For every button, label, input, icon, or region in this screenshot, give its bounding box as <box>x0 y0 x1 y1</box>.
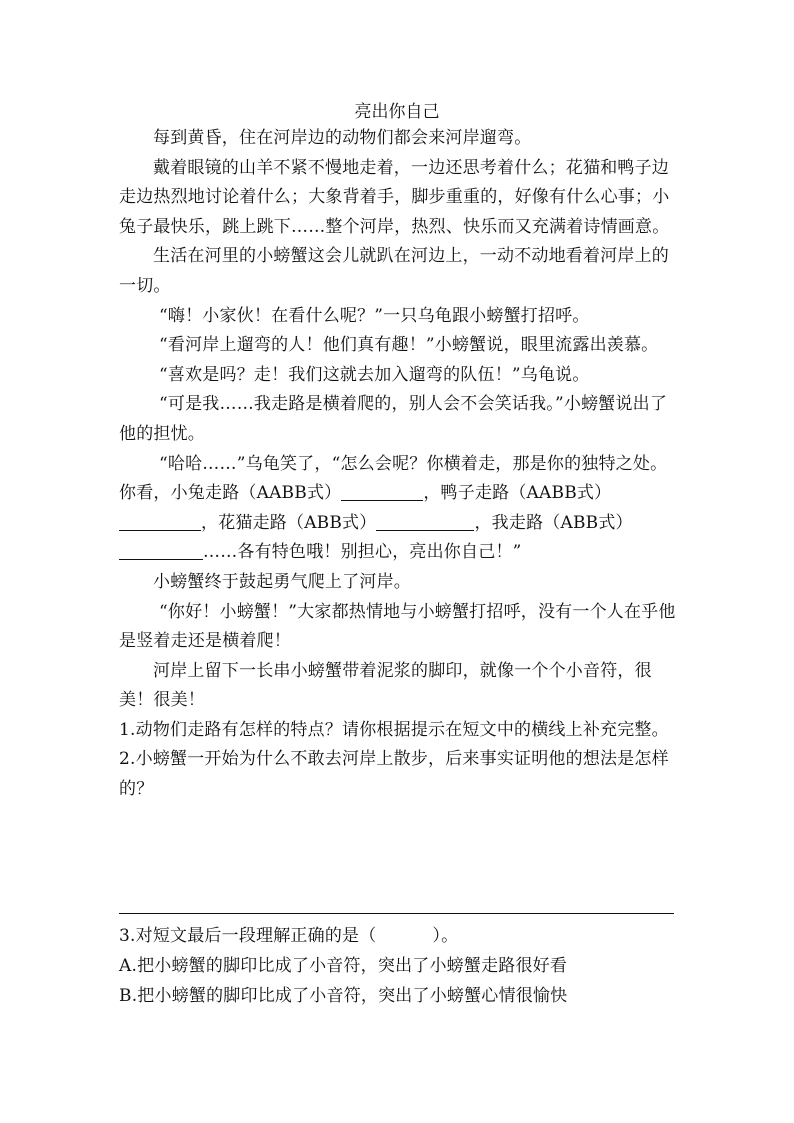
paragraph-8-part-e: ……各有特色哦！别担心，亮出你自己！” <box>203 542 522 563</box>
blank-rabbit[interactable] <box>341 482 423 501</box>
option-b[interactable]: B.把小螃蟹的脚印比成了小音符，突出了小螃蟹心情很愉快 <box>119 986 568 1006</box>
paragraph-8-part-c: ，花猫走路（ABB式） <box>201 512 377 533</box>
paragraph-6: “喜欢是吗？走！我们这就去加入遛弯的队伍！”乌龟说。 <box>159 364 590 385</box>
paragraph-11: 河岸上留下一长串小螃蟹带着泥浆的脚印，就像一个个小音符，很美！很美！ <box>119 660 652 711</box>
paragraph-8 <box>119 450 679 568</box>
answer-line-q2[interactable] <box>119 913 674 914</box>
paragraph-3: 生活在河里的小螃蟹这会儿就趴在河边上，一动不动地看着河岸上的一切。 <box>119 246 669 296</box>
paragraph-1: 每到黄昏，住在河岸边的动物们都会来河岸遛弯。 <box>153 128 532 148</box>
paragraph-8-part-a: “哈哈……”乌龟笑了，“怎么会呢？你横着走，那是你的独特之处。你看，小兔走路（AABB式） <box>119 453 668 504</box>
question-3-stem: 3.对短文最后一段理解正确的是（ <box>119 926 377 946</box>
blank-cat[interactable] <box>376 512 474 531</box>
paragraph-8-part-d: ，我走路（ABB式） <box>474 512 633 533</box>
paragraph-10: “你好！小螃蟹！”大家都热情地与小螃蟹打招呼，没有一个人在乎他是竖着走还是横着爬！ <box>119 601 676 652</box>
paragraph-7: “可是我……我走路是横着爬的，别人会不会笑话我。”小螃蟹说出了他的担忧。 <box>119 394 668 444</box>
paragraph-8-part-b: ，鸭子走路（AABB式） <box>423 483 612 504</box>
question-1: 1.动物们走路有怎样的特点？请你根据提示在短文中的横线上补充完整。 <box>119 719 669 740</box>
blank-duck[interactable] <box>119 512 201 531</box>
passage-body <box>119 124 679 805</box>
paragraph-9: 小螃蟹终于鼓起勇气爬上了河岸。 <box>153 571 411 592</box>
option-a[interactable]: A.把小螃蟹的脚印比成了小音符，突出了小螃蟹走路很好看 <box>119 956 568 976</box>
question-3-end: ）。 <box>432 926 459 946</box>
question-2: 2.小螃蟹一开始为什么不敢去河岸上散步，后来事实证明他的想法是怎样的？ <box>119 749 669 800</box>
blank-turtle[interactable] <box>119 541 203 560</box>
paragraph-4: “嗨！小家伙！在看什么呢？”一只乌龟跟小螃蟹打招呼。 <box>159 305 590 326</box>
paragraph-5: “看河岸上遛弯的人！他们真有趣！”小螃蟹说，眼里流露出羡慕。 <box>159 335 659 356</box>
question-3-block <box>119 921 679 1011</box>
paragraph-2: 戴着眼镜的山羊不紧不慢地走着，一边还思考着什么；花猫和鸭子边走边热烈地讨论着什么；大象背着手，脚步重重的，好像有什么心事；小兔子最快乐，跳上跳下……整个河岸，热烈、快乐而又充满着诗情画意。 <box>119 157 670 237</box>
passage-title: 亮出你自己 <box>354 102 440 122</box>
question-3 <box>119 921 679 951</box>
